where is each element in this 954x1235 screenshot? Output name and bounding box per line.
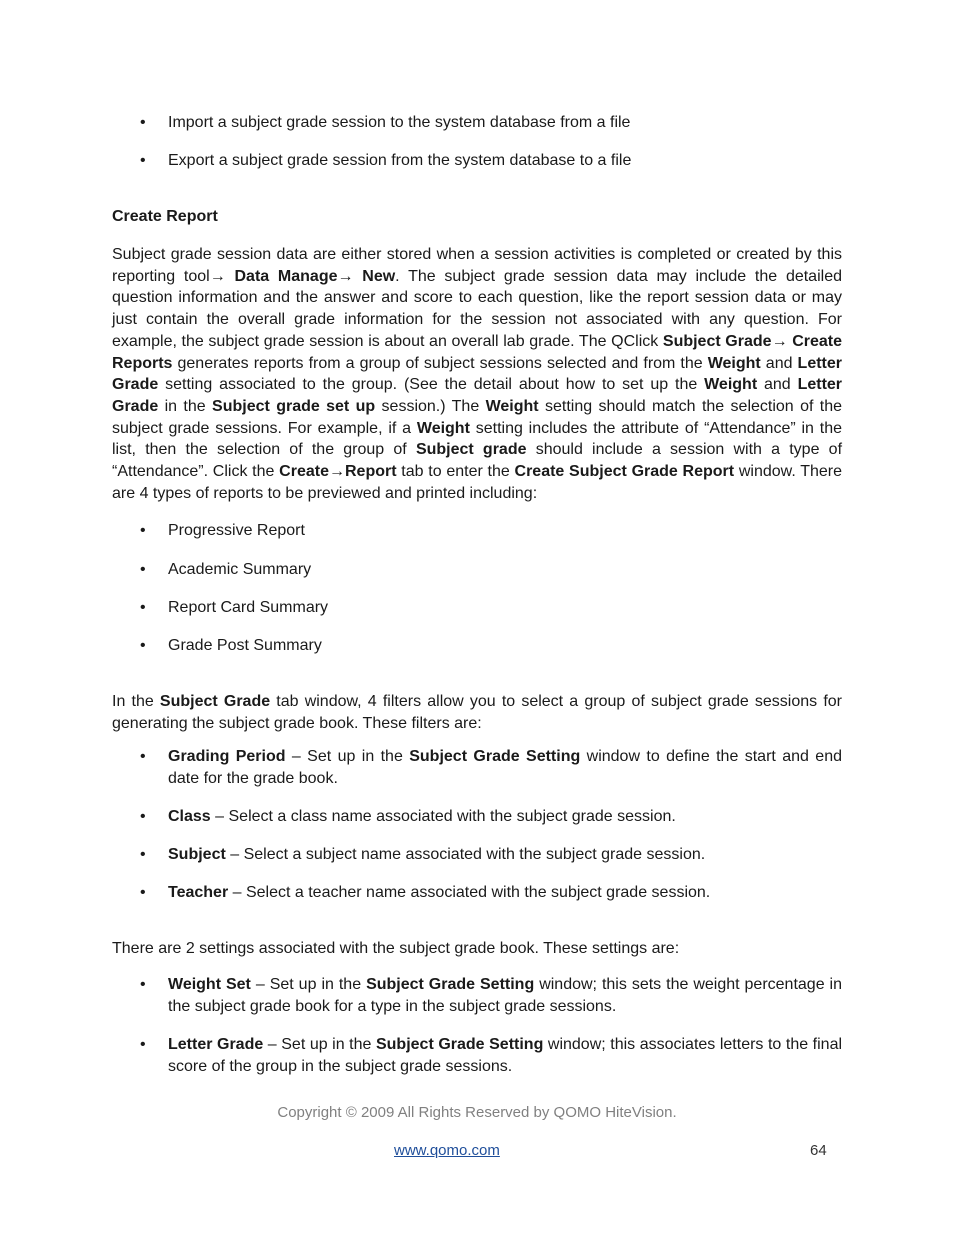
list-item-text: Grading Period – Set up in the Subject Grade Setting window to define the start and end date for the grade book. bbox=[168, 748, 843, 787]
footer-website-link[interactable]: www.qomo.com bbox=[394, 1142, 500, 1159]
list-item-text: Grade Post Summary bbox=[168, 637, 322, 654]
bullet-marker: • bbox=[140, 1036, 146, 1053]
bullet-marker: • bbox=[140, 637, 146, 654]
bullet-marker: • bbox=[140, 599, 146, 616]
list-item-text: Letter Grade – Set up in the Subject Grade Setting window; this associates letters to the final score of the group in the subject grade sessions. bbox=[168, 1036, 843, 1075]
bullet-marker: • bbox=[140, 748, 146, 765]
list-item-text: Academic Summary bbox=[168, 561, 312, 578]
bullet-marker: • bbox=[140, 522, 146, 539]
section-heading: Create Report bbox=[112, 208, 218, 225]
list-item-text: Progressive Report bbox=[168, 522, 305, 539]
bullet-marker: • bbox=[140, 114, 146, 131]
bullet-marker: • bbox=[140, 808, 146, 825]
bullet-marker: • bbox=[140, 976, 146, 993]
intro-paragraph: Subject grade session data are either stored when a session activities is completed or created by this reporting tool→ Data Manage→ New. The subject grade session data may include the detailed question information and the answer and score to each question, like the report session data or may just contain the overall grade information for the session not associated with any question. For example, the subject grade session is about an overall lab grade. The QClick Subject Grade→ Create Reports generates reports from a group of subject sessions selected and from the Weight and Letter Grade setting associated to the group. (See the detail about how to set up the Weight and Letter Grade in the Subject grade set up session.) The Weight setting should match the selection of the subject grade sessions. For example, if a Weight setting includes the attribute of “Attendance” in the list, then the selection of the group of Subject grade should include a session with a type of “Attendance”. Click the Create→Report tab to enter the Create Subject Grade Report window. There are 4 types of reports to be previewed and printed including: bbox=[112, 246, 843, 502]
list-item-text: Export a subject grade session from the system database to a file bbox=[168, 152, 632, 169]
list-item-text: Class – Select a class name associated with the subject grade session. bbox=[168, 808, 676, 825]
list-item-text: Subject – Select a subject name associated with the subject grade session. bbox=[168, 846, 706, 863]
bullet-marker: • bbox=[140, 884, 146, 901]
list-item-text: Weight Set – Set up in the Subject Grade Setting window; this sets the weight percentage in the subject grade book for a type in the subject grade sessions. bbox=[168, 976, 843, 1015]
bullet-marker: • bbox=[140, 561, 146, 578]
bullet-marker: • bbox=[140, 152, 146, 169]
filters-paragraph: In the Subject Grade tab window, 4 filters allow you to select a group of subject grade sessions for generating the subject grade book. These filters are: bbox=[112, 693, 842, 732]
list-item-text: Report Card Summary bbox=[168, 599, 329, 616]
page-number: 64 bbox=[810, 1142, 827, 1159]
list-item-text: Import a subject grade session to the system database from a file bbox=[168, 114, 631, 131]
list-item-text: Teacher – Select a teacher name associated with the subject grade session. bbox=[168, 884, 711, 901]
footer-copyright: Copyright © 2009 All Rights Reserved by QOMO HiteVision. bbox=[277, 1104, 677, 1121]
settings-paragraph: There are 2 settings associated with the subject grade book. These settings are: bbox=[112, 940, 680, 957]
bullet-marker: • bbox=[140, 846, 146, 863]
